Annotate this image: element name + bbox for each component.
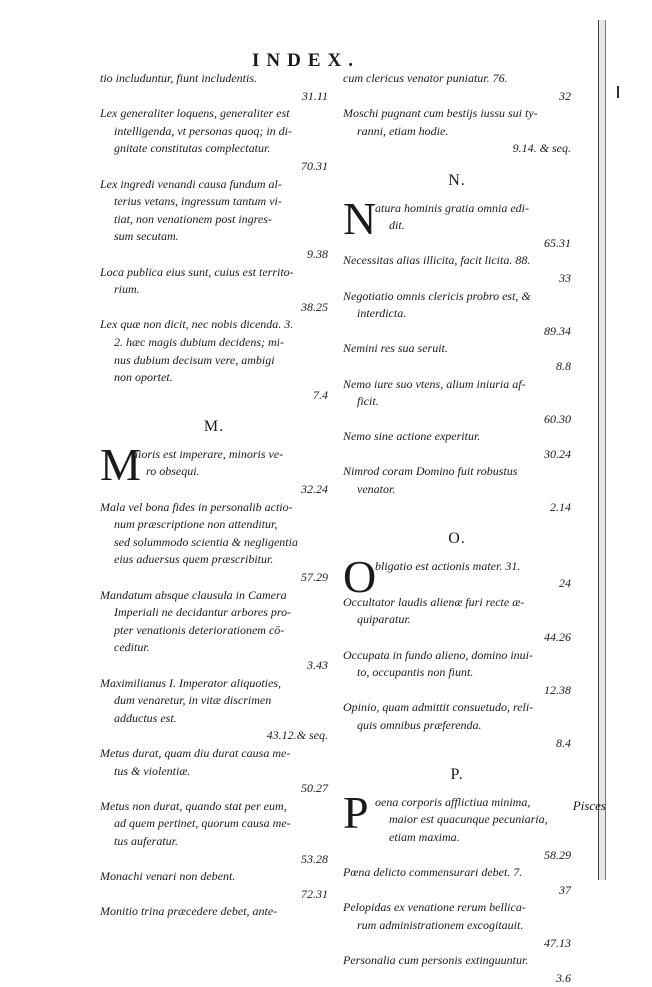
index-entry: [343, 340, 571, 375]
entry-line: dum venaretur, in vitæ discrimen: [114, 693, 272, 708]
index-entry: [343, 376, 571, 429]
entry-line: Negotiatio omnis clericis probro est, &: [343, 288, 531, 303]
page-reference: 72.31: [301, 886, 328, 901]
entry-line: ceditur.: [114, 640, 150, 655]
page-reference: 9.38: [307, 246, 328, 261]
entry-line: ficit.: [357, 394, 379, 409]
entry-line: atura hominis gratia omnia edi-: [375, 200, 530, 215]
entry-line: ro obsequi.: [146, 464, 200, 479]
entry-line: sum secutam.: [114, 229, 179, 244]
entry-line: Moschi pugnant cum bestijs iussu sui ty-: [343, 106, 538, 121]
entry-line: Monitio trina præcedere debet, ante-: [100, 904, 278, 919]
page-reference: 53.28: [301, 851, 328, 866]
entry-line: quis omnibus præferenda.: [357, 718, 482, 732]
index-entry: [100, 316, 328, 404]
page-reference: 38.25: [301, 299, 328, 314]
page-reference: 7.4: [313, 387, 328, 402]
index-entry: [100, 70, 328, 105]
entry-line: Occultator laudis alienæ furi recte æ-: [343, 594, 525, 609]
dropcap-entry: [343, 786, 571, 864]
entry-line: intelligenda, vt personas quoq; in di-: [114, 123, 292, 138]
entry-line: quiparatur.: [357, 612, 411, 627]
page-edge: [598, 20, 606, 880]
entry-line: Lex quæ non dicit, nec nobis dicenda. 3.: [100, 317, 294, 332]
index-entry: [100, 798, 328, 868]
index-entry: [100, 675, 328, 745]
entry-line: sed solummodo scientia & negligentia: [114, 534, 298, 549]
entry-line: Lex ingredi venandi causa fundum al-: [100, 176, 282, 191]
section-letter-heading: P.: [450, 766, 464, 784]
page-reference: 24: [559, 576, 571, 591]
entry-line: dit.: [389, 218, 405, 233]
index-entry: [100, 587, 328, 675]
right-column: [343, 70, 571, 987]
index-entry: [343, 952, 571, 987]
entry-line: Metus durat, quam diu durat causa me-: [100, 745, 291, 760]
entry-line: Nemo iure suo vtens, alium iniuria af-: [343, 376, 526, 391]
dropcap: M: [100, 438, 141, 490]
page-reference: 30.24: [544, 446, 571, 461]
page-reference: 60.30: [544, 411, 571, 426]
entry-line: cum clericus venator puniatur. 76.: [343, 71, 508, 85]
entry-line: Lex generaliter loquens, generaliter est: [100, 106, 290, 121]
page-reference: 65.31: [544, 235, 571, 250]
entry-line: rium.: [114, 282, 140, 297]
page-reference: 58.29: [544, 847, 571, 862]
page-reference: 8.8: [556, 358, 571, 373]
entry-line: Loca publica eius sunt, cuius est territo-: [100, 264, 294, 279]
entry-line: tio includuntur, fiunt includentis.: [100, 71, 257, 85]
page-reference: 57.29: [301, 570, 328, 585]
entry-line: Monachi venari non debent.: [100, 869, 236, 884]
entry-line: to, occupantis non fiunt.: [357, 665, 474, 680]
page-reference: 89.34: [544, 323, 571, 338]
entry-line: tus auferatur.: [114, 833, 179, 848]
entry-line: Mandatum absque clausula in Camera: [100, 587, 287, 602]
entry-line: num præscriptione non attenditur,: [114, 517, 278, 532]
entry-line: Necessitas alias illicita, facit licita. 88.: [343, 253, 531, 268]
entry-line: Nimrod coram Domino fuit robustus: [343, 464, 518, 479]
entry-line: Maximilianus I. Imperator aliquoties,: [100, 675, 281, 690]
page-reference: 3.43: [307, 658, 328, 672]
left-column: [100, 70, 328, 921]
index-entry: [343, 428, 571, 463]
index-entry: [100, 868, 328, 903]
entry-line: tiat, non venationem post ingres-: [114, 211, 272, 226]
index-entry-first: [132, 446, 328, 499]
page-reference: 31.11: [301, 88, 328, 103]
section-letter-heading: O.: [448, 530, 466, 548]
index-entry: [343, 288, 571, 341]
index-entry: [343, 647, 571, 700]
page-reference: 12.38: [544, 682, 571, 697]
dropcap: P: [343, 786, 369, 838]
entry-line: Personalia cum personis extinguuntur.: [343, 953, 529, 968]
index-entry: [343, 864, 571, 899]
entry-line: eius aduersus quem præscribitur.: [114, 552, 274, 567]
page-header: INDEX.: [252, 50, 360, 71]
section-letter-heading: M.: [203, 418, 225, 436]
entry-line: Pelopidas ex venatione rerum bellica-: [343, 900, 526, 915]
dropcap: O: [343, 550, 377, 602]
page-reference: 50.27: [301, 781, 328, 796]
section-letter-heading: N.: [448, 171, 466, 189]
page-reference: 2.14: [550, 499, 571, 514]
entry-line: adductus est.: [114, 710, 177, 725]
entry-line: etiam maxima.: [389, 829, 460, 844]
page-reference: 3.6: [556, 970, 571, 985]
index-entry: [100, 264, 328, 317]
entry-line: Nemo sine actione experitur.: [343, 429, 481, 444]
entry-line: 2. hæc magis dubium decidens; mi-: [114, 334, 284, 349]
entry-line: oena corporis afflictiua minima,: [375, 794, 531, 809]
page-reference: 8.4: [556, 735, 571, 750]
entry-line: gnitate constitutas complectatur.: [114, 141, 271, 156]
entry-line: Pœna delicto commensurari debet. 7.: [343, 865, 523, 880]
entry-line: Occupata in fundo alieno, domino inui-: [343, 647, 533, 662]
page-reference: 32: [559, 88, 571, 103]
entry-line: ranni, etiam hodie.: [357, 123, 449, 138]
entry-line: ad quem pertinet, quorum causa me-: [114, 816, 291, 831]
page-reference: 43.12.& seq.: [266, 728, 328, 743]
entry-line: bligatio est actionis mater. 31.: [375, 558, 521, 573]
entry-line: nus dubium decisum vere, ambigi: [114, 352, 275, 367]
index-entry-first: [375, 200, 571, 253]
dropcap-entry: [343, 192, 571, 253]
entry-line: tus & violentiæ.: [114, 763, 191, 778]
index-entry: [100, 105, 328, 175]
entry-line: Imperiali ne decidantur arbores pro-: [114, 605, 292, 620]
index-entry: [343, 463, 571, 516]
index-entry: [100, 903, 328, 921]
index-entry: [343, 594, 571, 647]
index-entry: [343, 699, 571, 752]
entry-line: Nemini res sua seruit.: [343, 341, 448, 356]
page-reference: 37: [559, 882, 571, 897]
entry-line: Metus non durat, quando stat per eum,: [100, 798, 287, 813]
catchword: Pisces: [572, 798, 606, 813]
dropcap-entry: [100, 438, 328, 499]
index-entry: [100, 499, 328, 587]
index-entry: [100, 745, 328, 798]
page-reference: 33: [559, 270, 571, 285]
index-entry: [343, 70, 571, 105]
entry-line: maior est quacunque pecuniaria,: [389, 812, 548, 827]
entry-line: terius vetans, ingressum tantum vi-: [114, 194, 282, 209]
page-reference: 9.14. & seq.: [512, 141, 571, 156]
margin-mark: [617, 86, 619, 98]
entry-line: non oportet.: [114, 370, 173, 385]
page-reference: 70.31: [301, 158, 328, 173]
page-reference: 47.13: [544, 935, 571, 950]
page-reference: 44.26: [544, 630, 571, 645]
entry-line: interdicta.: [357, 306, 407, 321]
entry-line: rum administrationem excogitauit.: [357, 917, 524, 932]
index-entry: [343, 899, 571, 952]
dropcap: N: [343, 192, 377, 244]
page-reference: 32.24: [301, 482, 328, 497]
entry-line: aioris est imperare, minoris ve-: [132, 446, 284, 461]
entry-line: Mala vel bona fides in personalib actio-: [100, 499, 293, 514]
index-entry-first: [375, 794, 571, 864]
entry-line: pter venationis deteriorationem cō-: [114, 622, 285, 637]
index-entry: [343, 252, 571, 287]
entry-line: Opinio, quam admittit consuetudo, reli-: [343, 700, 534, 715]
index-entry: [343, 105, 571, 158]
index-entry: [100, 176, 328, 264]
index-entry-first: [375, 558, 571, 593]
entry-line: venator.: [357, 482, 396, 497]
